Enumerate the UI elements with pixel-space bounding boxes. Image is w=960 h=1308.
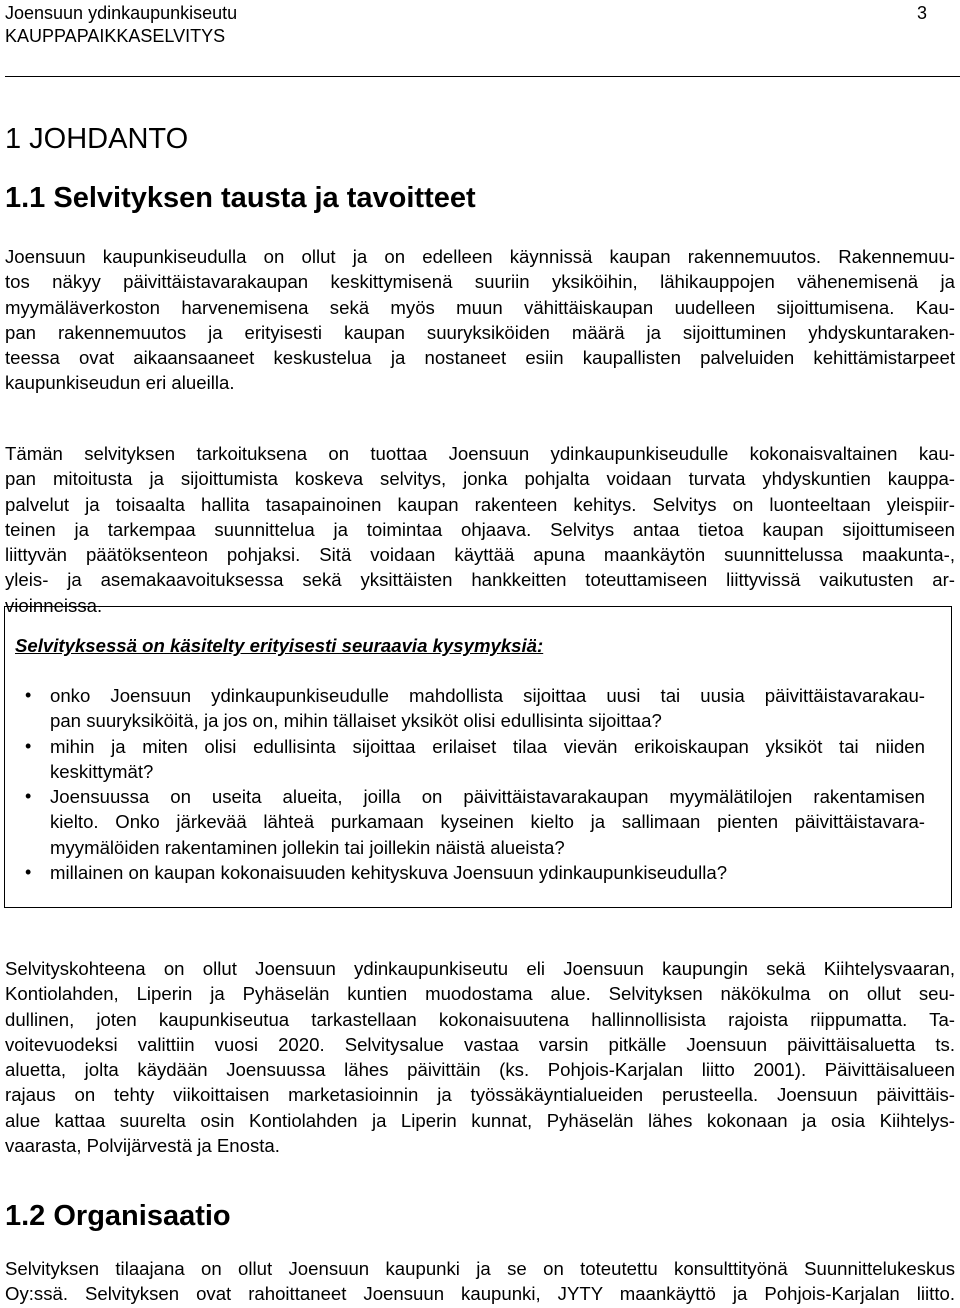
header-line-2: KAUPPAPAIKKASELVITYS <box>5 26 226 46</box>
header-divider <box>5 76 960 77</box>
list-item <box>5 860 925 885</box>
section-heading-1-1: 1.1 Selvityksen tausta ja tavoitteet <box>5 182 476 214</box>
page-number: 3 <box>917 3 928 23</box>
text-line: dullinen, joten kaupunkiseutua tarkastellaan kokonaisuutena hallinnollisista rajoista riippumatta. Ta- <box>5 1008 955 1030</box>
text-line: pan suuryksiköitä, ja jos on, mihin tällaiset yksiköt olisi edullisinta sijoittaa? <box>50 710 662 732</box>
bullet-icon: • <box>25 735 32 756</box>
text-line: Selvityksen tilaajana on ollut Joensuun kaupunki ja se on toteutettu konsulttityönä Suunnittelukeskus <box>5 1258 955 1279</box>
paragraph-purpose <box>5 441 955 618</box>
text-line: pan mitoitusta ja sijoittumista koskeva selvitys, jonka pohjalta voidaan turvata yhdyskuntien kauppa- <box>5 468 955 490</box>
text-line: kaupunkiseudun eri alueilla. <box>5 372 235 394</box>
questions-box <box>4 606 952 908</box>
text-line: onko Joensuun ydinkaupunkiseudulle mahdollista sijoittaa uusi tai uusia päivittäistavarakau- <box>50 685 925 706</box>
text-line: pan rakennemuutos ja erityisesti kaupan suuryksiköiden määrä ja sijoittuminen yhdyskuntaraken- <box>5 321 955 343</box>
text-line: rajaus on tehty viikoittaisen marketasioinnin ja työssäkäyntialueiden perusteella. Joensuun päivittäis- <box>5 1084 955 1106</box>
header-line-1: Joensuun ydinkaupunkiseutu <box>5 3 238 23</box>
text-line: aluetta, jolta käydään Joensuussa lähes päivittäin (ks. Pohjois-Karjalan liitto 2001). Päivittäisalueen <box>5 1059 955 1081</box>
text-line: alue kattaa suurelta osin Kontiolahden ja Liperin kunnat, Pyhäselän lähes kokonaan ja osia Kiihtelys- <box>5 1109 955 1131</box>
paragraph-background <box>5 244 955 396</box>
questions-list <box>5 683 925 885</box>
section-heading-1-2: 1.2 Organisaatio <box>5 1200 231 1232</box>
text-line: voitevuodeksi valittiin vuosi 2020. Selvitysalue vastaa varsin pitkälle Joensuun päivittäisaluetta ts. <box>5 1033 955 1055</box>
bullet-icon: • <box>25 862 32 883</box>
text-line: Kontiolahden, Liperin ja Pyhäselän kuntien muodostama alue. Selvityksen näkökulma on ollut seu- <box>5 983 955 1005</box>
bullet-icon: • <box>25 685 32 705</box>
text-line: vaarasta, Polvijärvestä ja Enosta. <box>5 1135 280 1157</box>
text-line: myymäläverkoston harvenemisena sekä myös muun vähittäiskaupan uudelleen sijoittumisena. Kau- <box>5 296 955 318</box>
text-line: Joensuun kaupunkiseudulla on ollut ja on edelleen käynnissä kaupan rakennemuutos. Rakennemuu- <box>5 246 955 267</box>
text-line: palvelut ja toisaalta hallita tasapainoinen kaupan rakenteen kehitys. Selvitys on luonteeltaan yleispiir- <box>5 493 955 515</box>
paragraph-study-area <box>5 956 955 1158</box>
list-item <box>5 734 925 785</box>
text-line: keskittymät? <box>50 760 154 782</box>
text-line: yleis- ja asemakaavoituksessa sekä yksittäisten hankkeitten toteuttamiseen liittyvissä vaikutusten ar- <box>5 569 955 591</box>
running-header <box>5 2 237 48</box>
text-line: kielto. Onko järkevää lähteä purkamaan kyseinen kielto ja sallimaan pienten päivittäistavara- <box>50 811 925 833</box>
text-line: Tämän selvityksen tarkoituksena on tuottaa Joensuun ydinkaupunkiseudulle kokonaisvaltainen kau- <box>5 443 955 464</box>
text-line: liittyvän päätöksenteon pohjaksi. Sitä voidaan käyttää apuna maankäytön suunnittelussa maakunta-, <box>5 544 955 566</box>
text-line: vioinneissa. <box>5 594 103 616</box>
chapter-heading: 1 JOHDANTO <box>5 123 189 155</box>
questions-box-title: Selvityksessä on käsitelty erityisesti seuraavia kysymyksiä: <box>15 635 544 656</box>
bullet-icon: • <box>25 786 32 807</box>
text-line: teinen ja tarkempaa suunnittelua ja toimintaa ohjaava. Selvitys antaa tietoa kaupan sijoittumiseen <box>5 518 955 540</box>
text-line: Joensuussa on useita alueita, joilla on päivittäistavarakaupan myymälätilojen rakentamisen <box>50 786 925 808</box>
list-item <box>5 784 925 860</box>
text-line: tos näkyy päivittäistavarakaupan keskittymisenä suuriin yksiköihin, lähikauppojen vähenemisenä ja <box>5 271 955 293</box>
text-line: Oy:ssä. Selvityksen ovat rahoittaneet Joensuun kaupunki, JYTY maankäyttö ja Pohjois-Karjalan liitto. <box>5 1283 955 1305</box>
paragraph-organisation <box>5 1256 955 1307</box>
text-line: teessa ovat aikaansaaneet keskustelua ja nostaneet esiin kaupallisten palveluiden kehittämistarpeet <box>5 347 955 369</box>
text-line: millainen on kaupan kokonaisuuden kehityskuva Joensuun ydinkaupunkiseudulla? <box>50 862 728 884</box>
text-line: Selvityskohteena on ollut Joensuun ydinkaupunkiseutu eli Joensuun kaupungin sekä Kiihtelysvaaran, <box>5 958 955 979</box>
list-item <box>5 683 925 734</box>
text-line: mihin ja miten olisi edullisinta sijoittaa erilaiset tilaa vievän erikoiskaupan yksiköt tai niiden <box>50 735 925 757</box>
text-line: myymälöiden rakentaminen jollekin tai joillekin näistä alueista? <box>50 836 565 858</box>
